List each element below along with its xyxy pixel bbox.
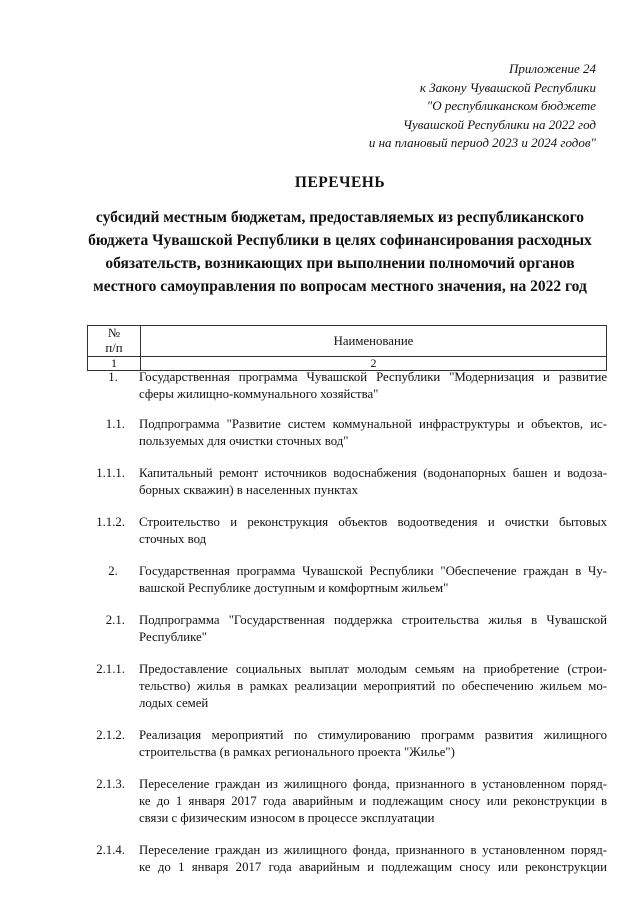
item-number: 2.1.3. [96, 777, 125, 791]
item-text [139, 369, 607, 403]
document-title [60, 174, 620, 298]
item-line: ке до 1 января 2017 года аварийным и подлежащим сносу или реконструкции [139, 860, 607, 874]
title-line: местного самоуправления по вопросам местного значения, на 2022 год [93, 278, 587, 295]
title-line: бюджета Чувашской Республики в целях софинансирования расходных [88, 232, 592, 249]
item-line: сферы жилищно-коммунального хозяйства" [139, 387, 379, 401]
list-item [87, 661, 607, 712]
item-line: Подпрограмма "Государственная поддержка строительства жилья в Чувашской [139, 613, 607, 627]
item-line: лодых семей [139, 696, 209, 710]
item-line: Предоставление социальных выплат молодым семьям на приобретение (строи- [139, 662, 607, 676]
item-line: сточных вод [139, 532, 207, 546]
item-text [139, 661, 607, 712]
item-line: ке до 1 января 2017 года аварийным и подлежащим сносу или реконструкции в [139, 794, 607, 808]
item-text [139, 727, 607, 761]
item-line: тельство) жилья в рамках реализации мероприятий по обеспечению жильем мо- [139, 679, 607, 693]
header-num-symbol: № [107, 326, 121, 340]
item-line: пользуемых для очистки сточных вод" [139, 434, 349, 448]
list-table-header [87, 325, 607, 371]
item-text [139, 842, 607, 876]
list-item [87, 727, 607, 761]
title-line: обязательств, возникающих при выполнении полномочий органов [105, 255, 575, 272]
appendix-line: и на плановый период 2023 и 2024 годов" [368, 135, 596, 150]
list-items [87, 369, 607, 876]
list-item [87, 465, 607, 499]
list-item [87, 369, 607, 403]
item-line: связи с физическим износом в процессе эксплуатации [139, 811, 435, 825]
item-line: Капитальный ремонт источников водоснабжения (водонапорных башен и водоза- [139, 466, 607, 480]
item-text [139, 416, 607, 450]
list-item [87, 612, 607, 646]
item-line: строительства (в рамках регионального проекта "Жилье") [139, 745, 455, 759]
header-num-abbr: п/п [105, 341, 123, 355]
item-text [139, 465, 607, 499]
item-text [139, 612, 607, 646]
item-line: борных скважин) в населенных пунктах [139, 483, 359, 497]
appendix-line: "О республиканском бюджете [426, 98, 596, 113]
item-line: вашской Республике доступным и комфортным жильем" [139, 581, 449, 595]
item-line: Переселение граждан из жилищного фонда, признанного в установленном поряд- [139, 777, 607, 791]
list-item [87, 416, 607, 450]
item-text [139, 514, 607, 548]
item-text [139, 563, 607, 597]
item-number: 1.1.2. [96, 515, 125, 529]
appendix-line: к Закону Чувашской Республики [419, 79, 596, 95]
item-number: 2.1.2. [96, 728, 125, 742]
appendix-header [296, 60, 596, 153]
appendix-line: Чувашской Республики на 2022 год [403, 116, 596, 132]
column-number-2: 2 [141, 357, 607, 371]
item-text [139, 776, 607, 827]
header-name-cell: Наименование [141, 326, 607, 357]
title-subtitle [60, 206, 620, 298]
title-line: субсидий местным бюджетам, предоставляемых из республиканского [95, 209, 585, 226]
appendix-line: Приложение 24 [508, 61, 596, 76]
item-number: 2. [108, 564, 118, 578]
item-number: 2.1.4. [96, 843, 125, 857]
item-number: 1.1. [105, 417, 125, 431]
item-line: Подпрограмма "Развитие систем коммунальной инфраструктуры и объектов, ис- [139, 417, 607, 431]
item-line: Строительство и реконструкция объектов водоотведения и очистки бытовых [139, 515, 607, 529]
header-num-cell [88, 326, 141, 357]
title-main: ПЕРЕЧЕНЬ [294, 174, 386, 191]
item-number: 1.1.1. [96, 466, 125, 480]
item-number: 2.1. [105, 613, 125, 627]
list-item [87, 842, 607, 876]
item-number: 2.1.1. [96, 662, 125, 676]
column-number-1: 1 [88, 357, 141, 371]
list-item [87, 776, 607, 827]
item-line: Реализация мероприятий по стимулированию программ развития жилищного [139, 728, 607, 742]
item-line: Переселение граждан из жилищного фонда, признанного в установленном поряд- [139, 843, 607, 857]
item-number: 1. [108, 370, 118, 384]
list-item [87, 514, 607, 548]
item-line: Государственная программа Чувашской Республики "Обеспечение граждан в Чу- [139, 564, 607, 578]
list-item [87, 563, 607, 597]
item-line: Республике" [139, 630, 207, 644]
item-line: Государственная программа Чувашской Республики "Модернизация и развитие [139, 370, 607, 384]
